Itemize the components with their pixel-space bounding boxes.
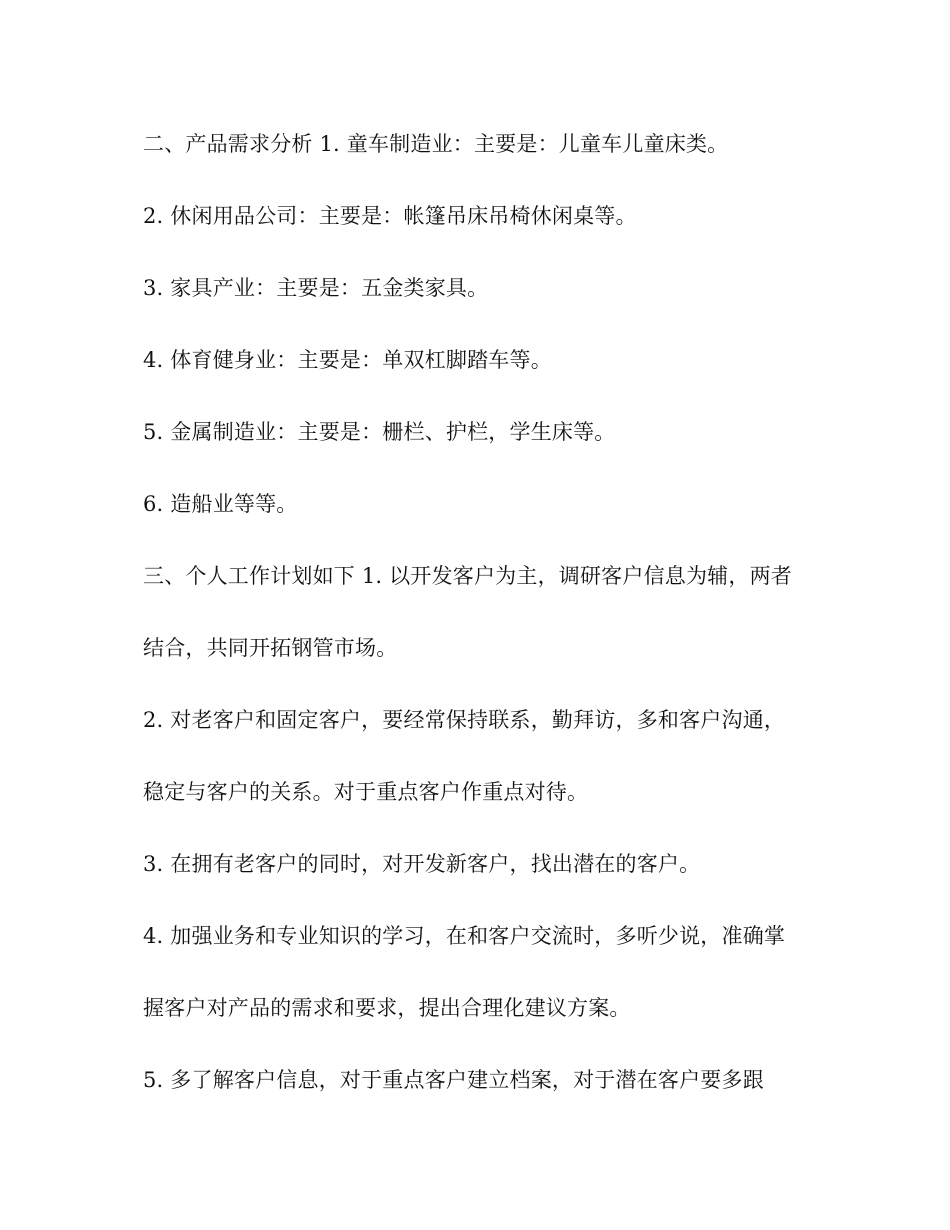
paragraph-line: 5. 多了解客户信息，对于重点客户建立档案，对于潜在客户要多跟 <box>143 1068 764 1092</box>
paragraph-line: 6. 造船业等等。 <box>143 492 298 516</box>
paragraph-line: 3. 在拥有老客户的同时，对开发新客户，找出潜在的客户。 <box>143 852 701 876</box>
paragraph-line: 4. 体育健身业：主要是：单双杠脚踏车等。 <box>143 348 552 372</box>
document-body <box>143 126 823 1134</box>
paragraph-line: 2. 休闲用品公司：主要是：帐篷吊床吊椅休闲桌等。 <box>143 204 637 228</box>
paragraph-line: 2. 对老客户和固定客户，要经常保持联系，勤拜访，多和客户沟通， <box>143 708 786 732</box>
heading-personal-work-plan: 三、个人工作计划如下 1. 以开发客户为主，调研客户信息为辅，两者 <box>143 564 792 588</box>
paragraph-line: 4. 加强业务和专业知识的学习，在和客户交流时，多听少说，准确掌 <box>143 924 786 948</box>
paragraph-line: 5. 金属制造业：主要是：栅栏、护栏，学生床等。 <box>143 420 616 444</box>
paragraph-line: 结合，共同开拓钢管市场。 <box>143 636 398 660</box>
heading-product-demand-analysis: 二、产品需求分析 1. 童车制造业：主要是：儿童车儿童床类。 <box>143 132 729 156</box>
paragraph-line: 3. 家具产业：主要是：五金类家具。 <box>143 276 489 300</box>
paragraph-line: 握客户对产品的需求和要求，提出合理化建议方案。 <box>143 996 631 1020</box>
paragraph-line: 稳定与客户的关系。对于重点客户作重点对待。 <box>143 780 589 804</box>
